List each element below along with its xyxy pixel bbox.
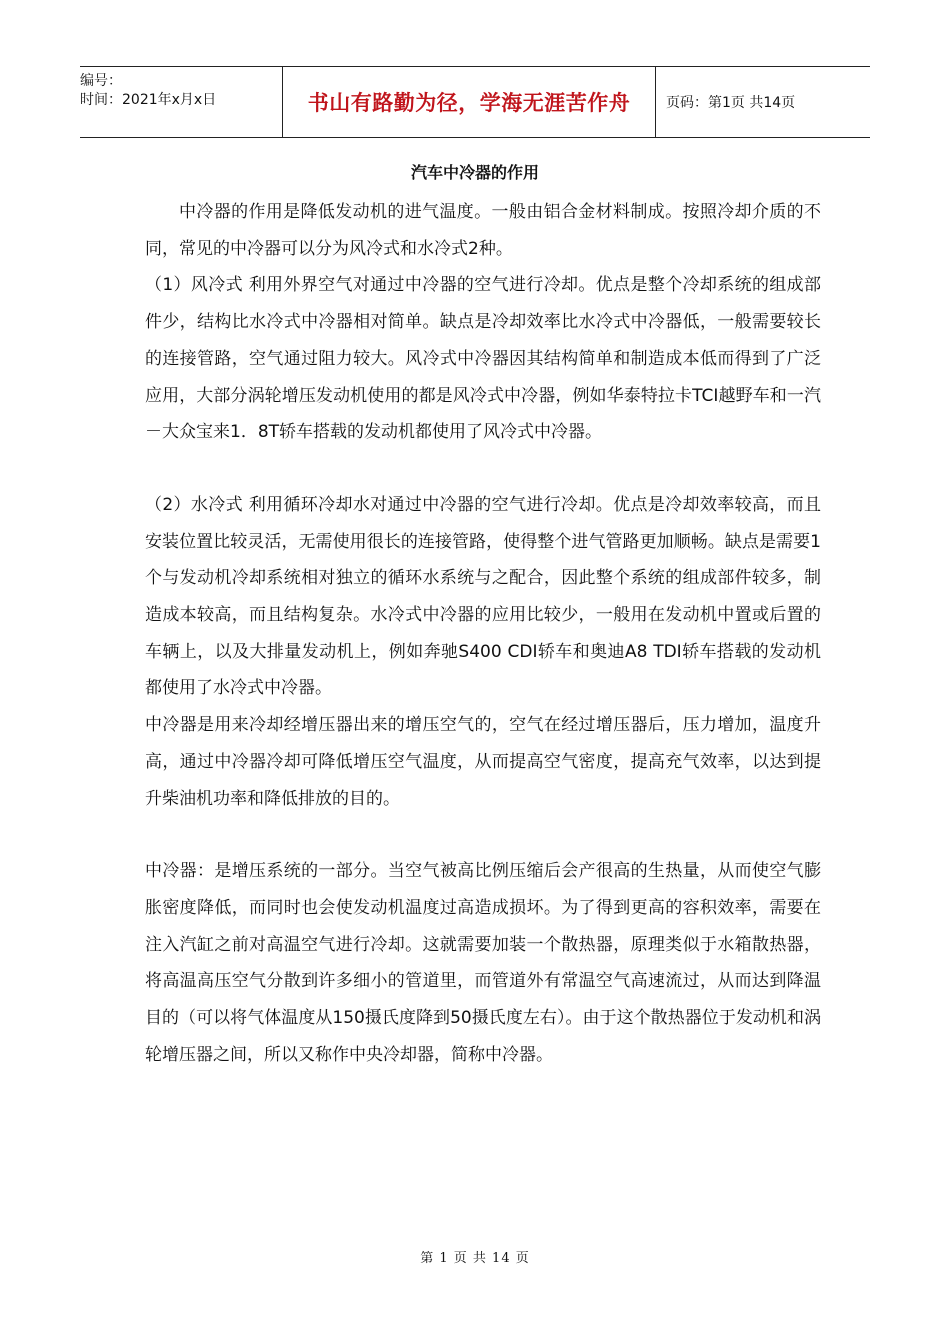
document-header <box>80 66 870 138</box>
paragraph-definition: 中冷器：是增压系统的一部分。当空气被高比例压缩后会产很高的生热量，从而使空气膨胀密度降低，而同时也会使发动机温度过高造成损坏。为了得到更高的容积效率，需要在注入汽缸之前对高温空气进行冷却。这就需要加装一个散热器，原理类似于水箱散热器，将高温高压空气分散到许多细小的管道里，而管道外有常温空气高速流过，从而达到降温目的（可以将气体温度从150摄氏度降到50摄氏度左右）。由于这个散热器位于发动机和涡轮增压器之间，所以又称作中央冷却器，简称中冷器。 <box>145 861 821 1065</box>
paragraph-water-cooled: （2）水冷式 利用循环冷却水对通过中冷器的空气进行冷却。优点是冷却效率较高，而且安装位置比较灵活，无需使用很长的连接管路，使得整个进气管路更加顺畅。缺点是需要1个与发动机冷却系统相对独立的循环水系统与之配合，因此整个系统的组成部件较多，制造成本较高，而且结构复杂。水冷式中冷器的应用比较少，一般用在发动机中置或后置的车辆上，以及大排量发动机上，例如奔驰S400 CDI轿车和奥迪A8 TDI轿车搭载的发动机都使用了水冷式中冷器。 <box>145 494 821 699</box>
header-page-info: 页码：第1页 共14页 <box>666 95 796 111</box>
date-label: 时间：2021年x月x日 <box>80 92 217 108</box>
number-label: 编号： <box>80 73 122 89</box>
page-title: 汽车中冷器的作用 <box>410 163 539 182</box>
page-footer: 第 1 页 共 14 页 <box>420 1251 530 1266</box>
paragraph-purpose: 中冷器是用来冷却经增压器出来的增压空气的，空气在经过增压器后，压力增加，温度升高，通过中冷器冷却可降低增压空气温度，从而提高空气密度，提高充气效率，以达到提升柴油机功率和降低排放的目的。 <box>145 715 821 809</box>
header-meta <box>80 67 282 137</box>
paragraph-air-cooled: （1）风冷式 利用外界空气对通过中冷器的空气进行冷却。优点是整个冷却系统的组成部件少，结构比水冷式中冷器相对简单。缺点是冷却效率比水冷式中冷器低，一般需要较长的连接管路，空气通过阻力较大。风冷式中冷器因其结构简单和制造成本低而得到了广泛应用，大部分涡轮增压发动机使用的都是风冷式中冷器，例如华泰特拉卡TCI越野车和一汽－大众宝来1．8T轿车搭载的发动机都使用了风冷式中冷器。 <box>145 275 821 443</box>
document-body <box>145 194 821 1073</box>
header-motto: 书山有路勤为径，学海无涯苦作舟 <box>282 67 656 137</box>
paragraph-intro: 中冷器的作用是降低发动机的进气温度。一般由铝合金材料制成。按照冷却介质的不同，常见的中冷器可以分为风冷式和水冷式2种。 <box>145 202 821 259</box>
